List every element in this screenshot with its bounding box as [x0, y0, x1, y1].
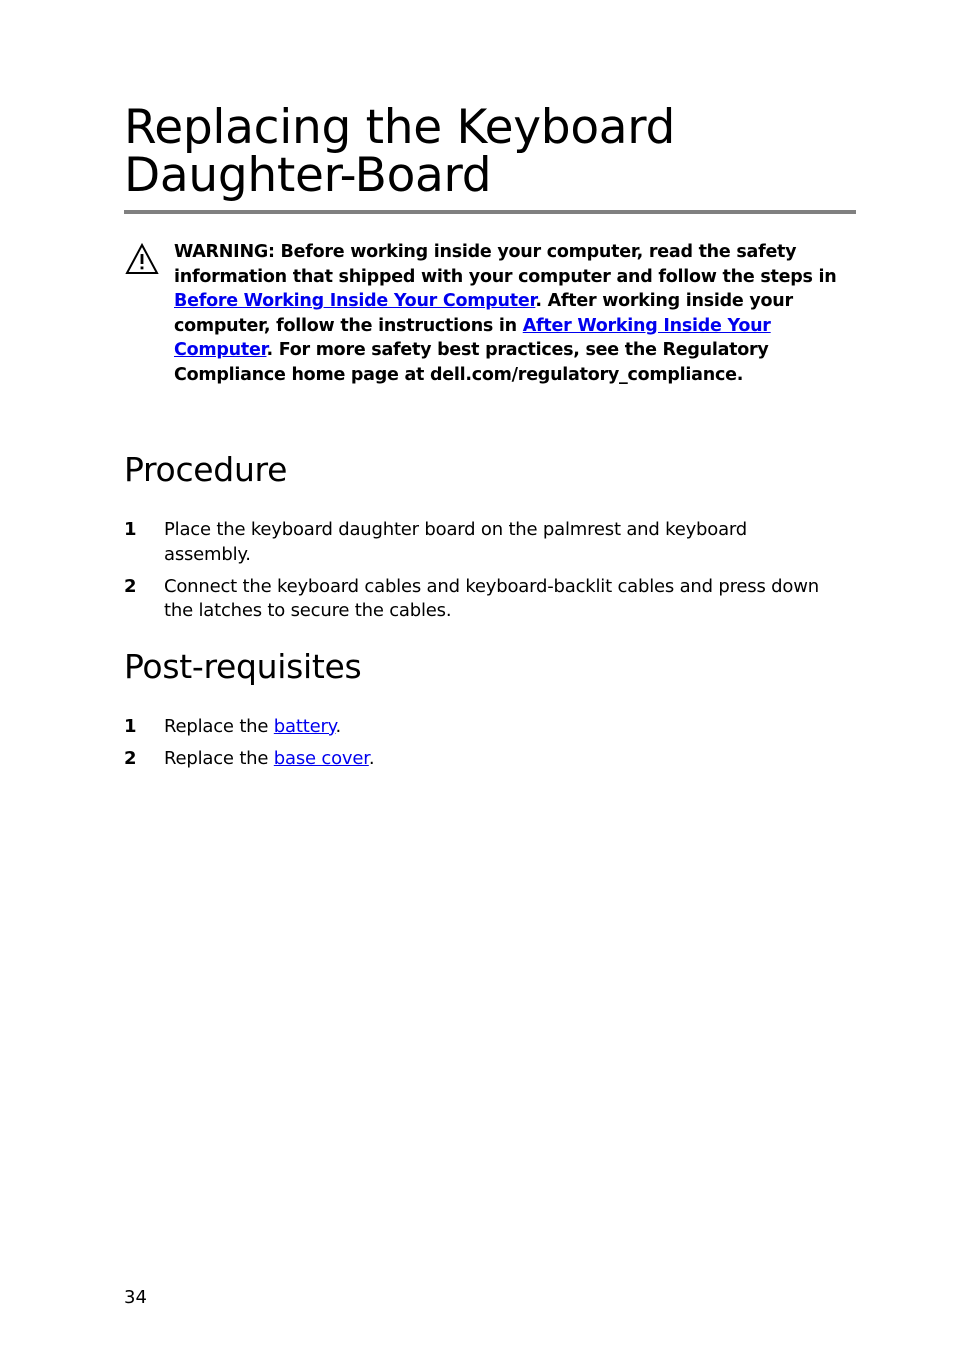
step-number: 2 — [124, 748, 137, 769]
warning-text-part: WARNING: Before working inside your computer, read the safety information that shipped with your computer and follow the steps in — [174, 242, 837, 287]
step-number: 1 — [124, 716, 137, 737]
step-text-prefix: Replace the — [164, 748, 274, 769]
page-number: 34 — [124, 1287, 147, 1308]
warning-message — [174, 240, 854, 388]
postrequisites-steps — [124, 715, 824, 779]
postrequisite-step — [124, 715, 824, 740]
before-working-inside-link[interactable]: Before Working Inside Your Computer — [174, 291, 536, 312]
procedure-heading: Procedure — [124, 450, 288, 489]
step-text: Connect the keyboard cables and keyboard-backlit cables and press down the latches to secure the cables. — [164, 575, 819, 621]
step-text-prefix: Replace the — [164, 716, 274, 737]
step-text-suffix: . — [335, 716, 342, 737]
step-text-suffix: . — [368, 748, 375, 769]
warning-text-part: . After working inside your computer, follow the instructions in — [174, 291, 793, 336]
step-text: Place the keyboard daughter board on the palmrest and keyboard assembly. — [164, 519, 748, 565]
page-title: Replacing the Keyboard Daughter-Board — [124, 100, 676, 203]
procedure-step — [124, 575, 824, 624]
battery-link[interactable]: battery — [273, 716, 336, 737]
procedure-step — [124, 518, 824, 567]
step-number: 1 — [124, 519, 137, 540]
procedure-steps — [124, 518, 824, 631]
postrequisites-heading: Post-requisites — [124, 647, 362, 686]
title-divider — [124, 210, 856, 214]
base-cover-link[interactable]: base cover — [273, 748, 369, 769]
postrequisite-step — [124, 747, 824, 772]
after-working-inside-link[interactable]: After Working Inside Your Computer — [174, 315, 771, 361]
warning-triangle-icon — [124, 242, 160, 276]
step-number: 2 — [124, 575, 137, 597]
warning-text-part: . For more safety best practices, see the Regulatory Compliance home page at dell.com/regulatory_compliance. — [174, 340, 769, 385]
